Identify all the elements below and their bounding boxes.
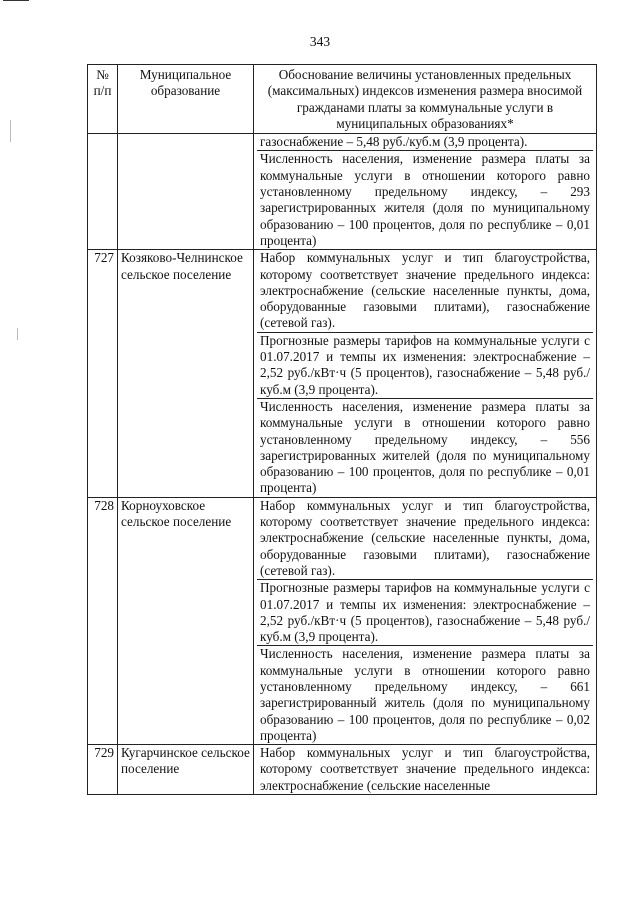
row-number [88,134,118,250]
row-municipality [118,134,254,250]
header-num: № п/п [88,65,118,134]
justification-paragraph: Прогнозные размеры тарифов на коммунальные услуги с 01.07.2017 и темпы их изменения: электроснабжение – 2,52 руб./кВт·ч (5 процентов), газоснабжение – 5,48 руб./куб.м (3,9 процента). [257,332,593,398]
row-justification [254,134,597,250]
scan-corner-mark [3,0,29,1]
table-row [88,134,597,250]
justification-paragraph: Набор коммунальных услуг и тип благоустройства, которому соответствует значение предельного индекса: электроснабжение (сельские населенные пункты, дома, оборудованные газовыми плитами), газоснабжение (сетевой газ). [260,250,590,331]
row-number: 729 [88,745,118,795]
row-municipality: Козяково-Челнинское сельское поселение [118,250,254,497]
page-number: 343 [309,34,331,49]
justification-paragraph: Численность населения, изменение размера платы за коммунальные услуги в отношении которого равно установленному предельному индексу, – 293 зарегистрированных жителя (доля по муниципальному образованию – 100 процентов, доля по республике – 0,01 процента) [257,150,593,249]
row-justification [254,745,597,795]
justification-paragraph: газоснабжение – 5,48 руб./куб.м (3,9 процента). [260,134,528,150]
scan-margin-mark [10,120,11,142]
table-header-row [88,65,597,134]
row-number: 728 [88,497,118,744]
justification-paragraph: Набор коммунальных услуг и тип благоустройства, которому соответствует значение предельного индекса: электроснабжение (сельские населенные [260,745,590,793]
justification-paragraph: Прогнозные размеры тарифов на коммунальные услуги с 01.07.2017 и темпы их изменения: электроснабжение – 2,52 руб./кВт·ч (5 процентов), газоснабжение – 5,48 руб./куб.м (3,9 процента). [257,579,593,645]
header-justification: Обоснование величины установленных предельных (максимальных) индексов изменения размера вносимой гражданами платы за коммунальные услуги в муниципальных образованиях* [254,65,597,134]
tariff-justification-table [87,64,597,795]
justification-paragraph: Численность населения, изменение размера платы за коммунальные услуги в отношении которого равно установленному предельному индексу, – 661 зарегистрированный житель (доля по муниципальному образованию – 100 процентов, доля по республике – 0,02 процента) [257,645,593,744]
justification-paragraph: Численность населения, изменение размера платы за коммунальные услуги в отношении которого равно установленному предельному индексу, – 556 зарегистрированных жителей (доля по муниципальному образованию – 100 процентов, доля по республике – 0,01 процента) [257,398,593,497]
table-row [88,497,597,744]
justification-paragraph: Набор коммунальных услуг и тип благоустройства, которому соответствует значение предельного индекса: электроснабжение (сельские населенные пункты, дома, оборудованные газовыми плитами), газоснабжение (сетевой газ). [260,497,590,578]
row-justification [254,250,597,497]
header-municipality: Муниципальное образование [118,65,254,134]
table-row [88,250,597,497]
scan-margin-mark [17,328,18,340]
row-justification [254,497,597,744]
table-row [88,745,597,795]
row-municipality: Корноуховское сельское поселение [118,497,254,744]
row-number: 727 [88,250,118,497]
row-municipality: Кугарчинское сельское поселение [118,745,254,795]
